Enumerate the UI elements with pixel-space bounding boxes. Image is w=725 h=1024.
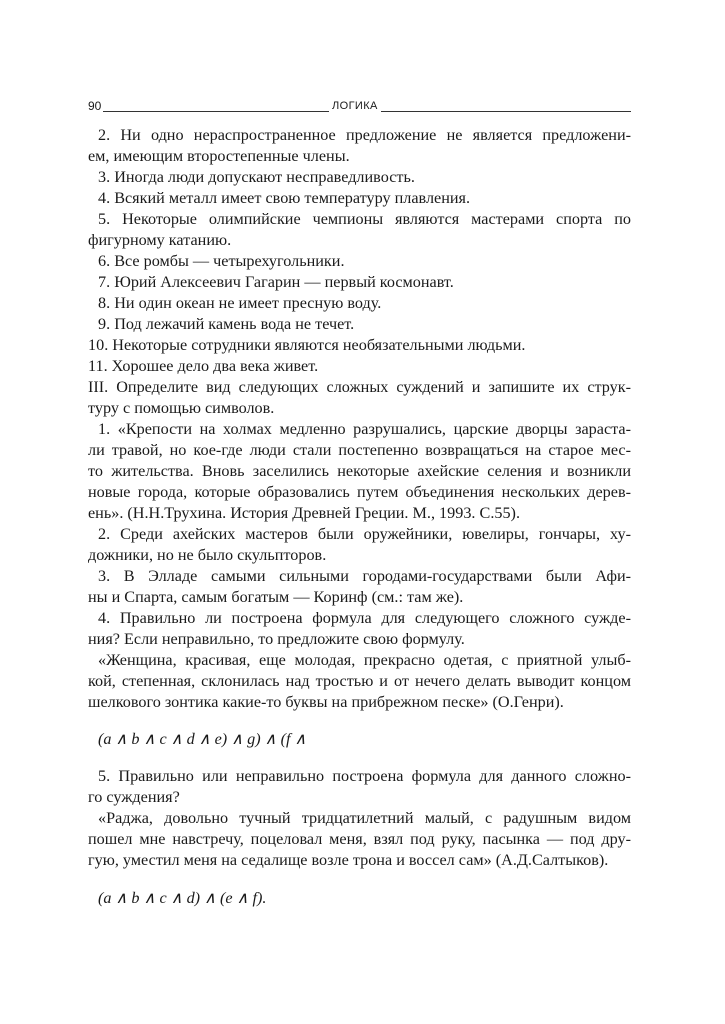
text-line: 3. В Элладе самыми сильными городами-государствами были Афи- (98, 567, 631, 585)
text-line: 2. Ни одно нераспространенное предложение не является предложени- (98, 126, 631, 144)
text-line: «Раджа, довольно тучный тридцатилетний малый, с радушным видом (98, 809, 631, 827)
text-line: 2. Среди ахейских мастеров были оружейники, ювелиры, гончары, ху- (98, 525, 631, 543)
formula: (a ∧ b ∧ c ∧ d) ∧ (e ∧ f). (98, 889, 267, 907)
text-line: дожники, но не было скульпторов. (88, 546, 327, 564)
text-line: го суждения? (88, 788, 180, 806)
text-line: 10. Некоторые сотрудники являются необязательными людьми. (88, 336, 526, 354)
text-line: гую, уместил меня на седалище возле трона и воссел сам» (А.Д.Салтыков). (88, 851, 609, 869)
text-line: 4. Всякий металл имеет свою температуру плавления. (98, 189, 471, 207)
text-line: 5. Правильно или неправильно построена формула для данного сложно- (98, 767, 631, 785)
running-title: ЛОГИКА (329, 99, 381, 113)
text-line: туру с помощью символов. (88, 399, 275, 417)
page-number: 90 (88, 99, 102, 113)
text-line: ень». (Н.Н.Трухина. История Древней Греции. М., 1993. С.55). (88, 504, 520, 522)
text-line: ния? Если неправильно, то предложите свою формулу. (88, 630, 465, 648)
text-line: пошел мне навстречу, поцеловал меня, взял под руку, пасынка — под дру- (88, 830, 631, 848)
text-line: 11. Хорошее дело два века живет. (88, 357, 319, 375)
running-header (88, 99, 631, 113)
text-line: «Женщина, красивая, еще молодая, прекрасно одетая, с приятной улыб- (98, 651, 631, 669)
text-line: 9. Под лежачий камень вода не течет. (98, 315, 355, 333)
text-line: шелкового зонтика какие-то буквы на прибрежном песке» (О.Генри). (88, 693, 564, 711)
section-heading: III. Определите вид следующих сложных суждений и запишите их струк- (88, 378, 631, 396)
text-line: фигурному катанию. (88, 231, 232, 249)
text-line: 6. Все ромбы — четырехугольники. (98, 252, 345, 270)
text-line: то жительства. Вновь заселились некоторые ахейские селения и возникли (88, 462, 631, 480)
text-line: 4. Правильно ли построена формула для следующего сложного сужде- (98, 609, 631, 627)
text-line: 7. Юрий Алексеевич Гагарин — первый космонавт. (98, 273, 454, 291)
text-line: 3. Иногда люди допускают несправедливость. (98, 168, 415, 186)
text-line: новые города, которые образовались путем объединения нескольких дерев- (88, 483, 631, 501)
text-line: ли травой, но кое-где люди стали постепенно возвращаться на старое мес- (88, 441, 631, 459)
text-line: кой, степенная, склонилась над тростью и от нечего делать выводит концом (88, 672, 631, 690)
text-line: ны и Спарта, самым богатым — Коринф (см.: там же). (88, 588, 464, 606)
text-line: 8. Ни один океан не имеет пресную воду. (98, 294, 382, 312)
text-line: 5. Некоторые олимпийские чемпионы являются мастерами спорта по (98, 210, 631, 228)
formula: (a ∧ b ∧ c ∧ d ∧ e) ∧ g) ∧ (f ∧ (98, 730, 307, 748)
text-line: 1. «Крепости на холмах медленно разрушались, царские дворцы зараста- (98, 420, 631, 438)
text-line: ем, имеющим второстепенные члены. (88, 147, 350, 165)
